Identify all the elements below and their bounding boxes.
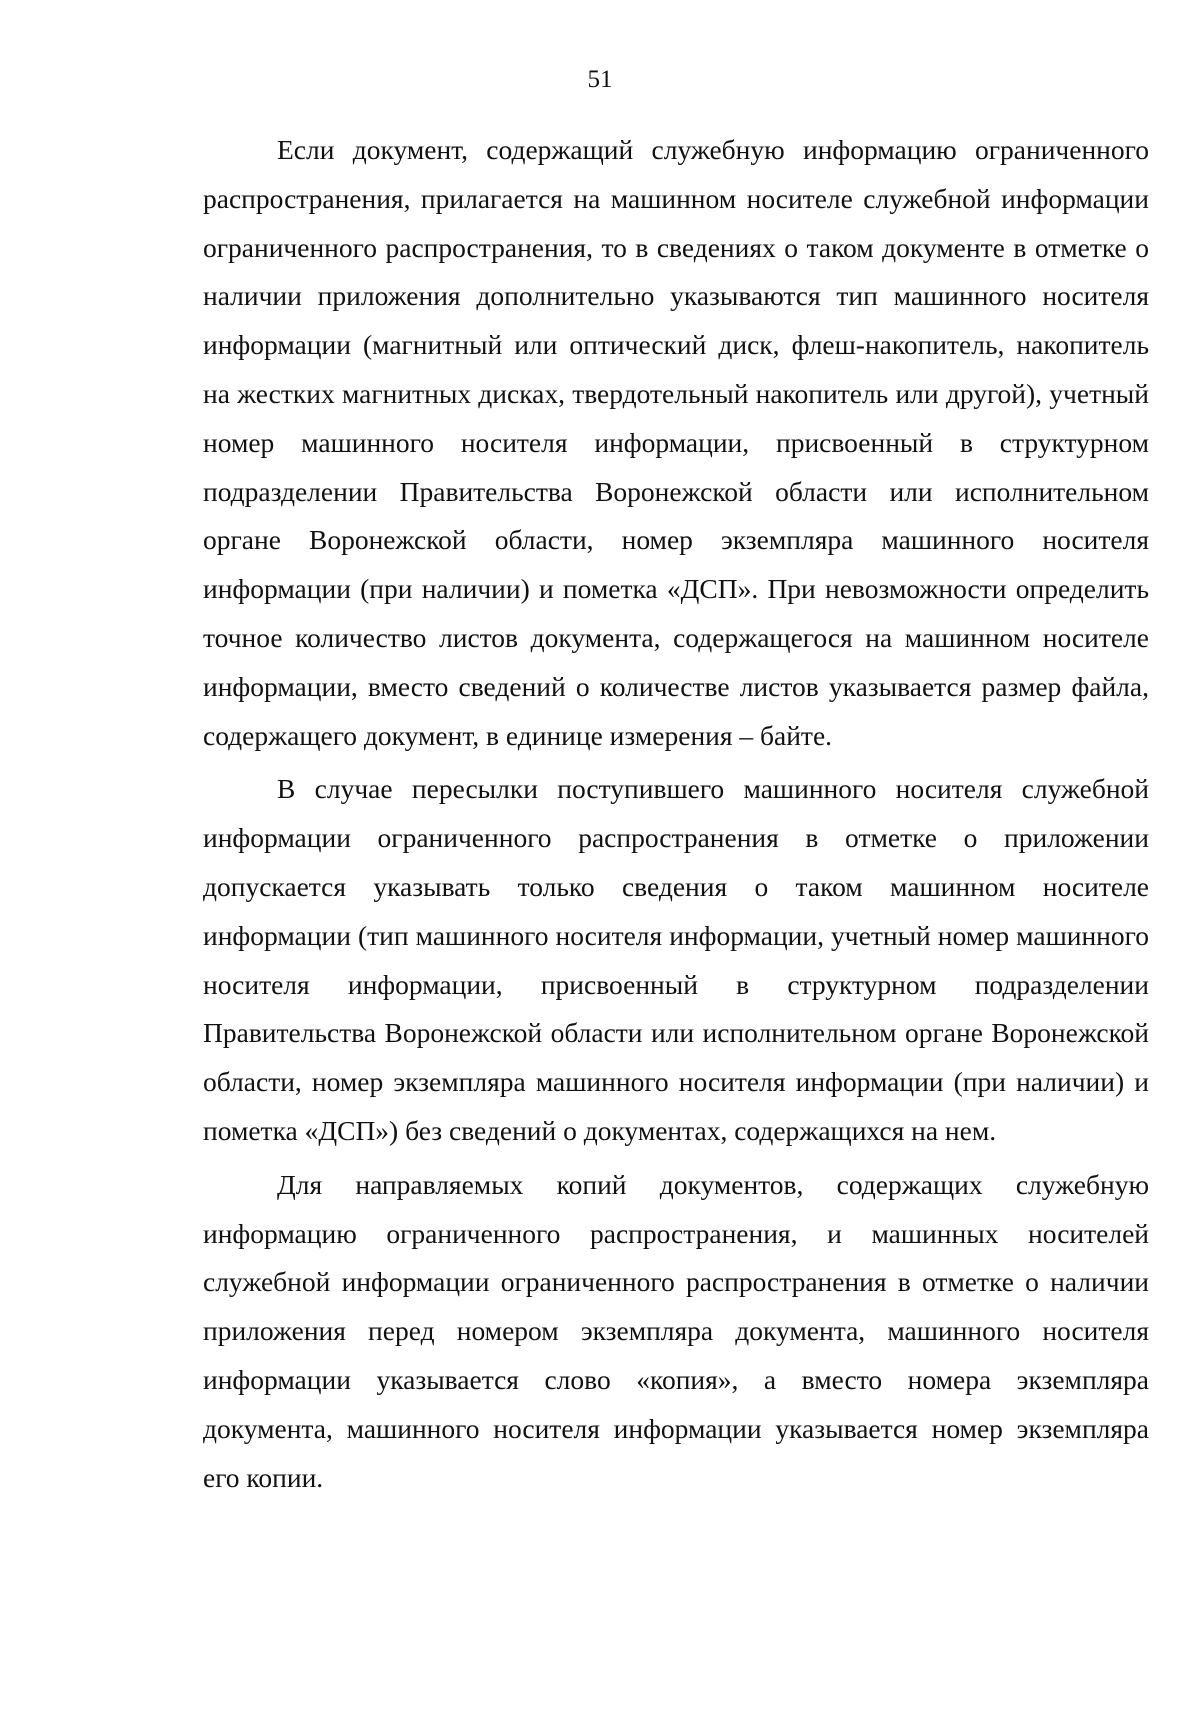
document-body [203,126,1149,1507]
paragraph-forwarding-media: В случае пересылки поступившего машинного носителя служебной информации ограниченного распространения в отметке о приложении допускается указывать только сведения о таком машинном носителе информации (тип машинного носителя информации, учетный номер машинного носителя информации, присвоенный в структурном подразделении Правительства Воронежской области или исполнительном органе Воронежской области, номер экземпляра машинного носителя информации (при наличии) и пометка «ДСП») без сведений о документах, содержащихся на нем. [203,773,1149,1146]
page-number: 51 [587,66,613,93]
paragraph-attachment-on-media: Если документ, содержащий служебную информацию ограниченного распространения, прилагается на машинном носителе служебной информации ограниченного распространения, то в сведениях о таком документе в отметке о наличии приложения дополнительно указываются тип машинного носителя информации (магнитный или оптический диск, флеш-накопитель, накопитель на жестких магнитных дисках, твердотельный накопитель или другой), учетный номер машинного носителя информации, присвоенный в структурном подразделении Правительства Воронежской области или исполнительном органе Воронежской области, номер экземпляра машинного носителя информации (при наличии) и пометка «ДСП». При невозможности определить точное количество листов документа, содержащегося на машинном носителе информации, вместо сведений о количестве листов указывается размер файла, содержащего документ, в единице измерения – байте. [203,134,1149,751]
paragraph-copies: Для направляемых копий документов, содержащих служебную информацию ограниченного распространения, и машинных носителей служебной информации ограниченного распространения в отметке о наличии приложения перед номером экземпляра документа, машинного носителя информации указывается слово «копия», а вместо номера экземпляра документа, машинного носителя информации указывается номер экземпляра его копии. [203,1168,1149,1493]
